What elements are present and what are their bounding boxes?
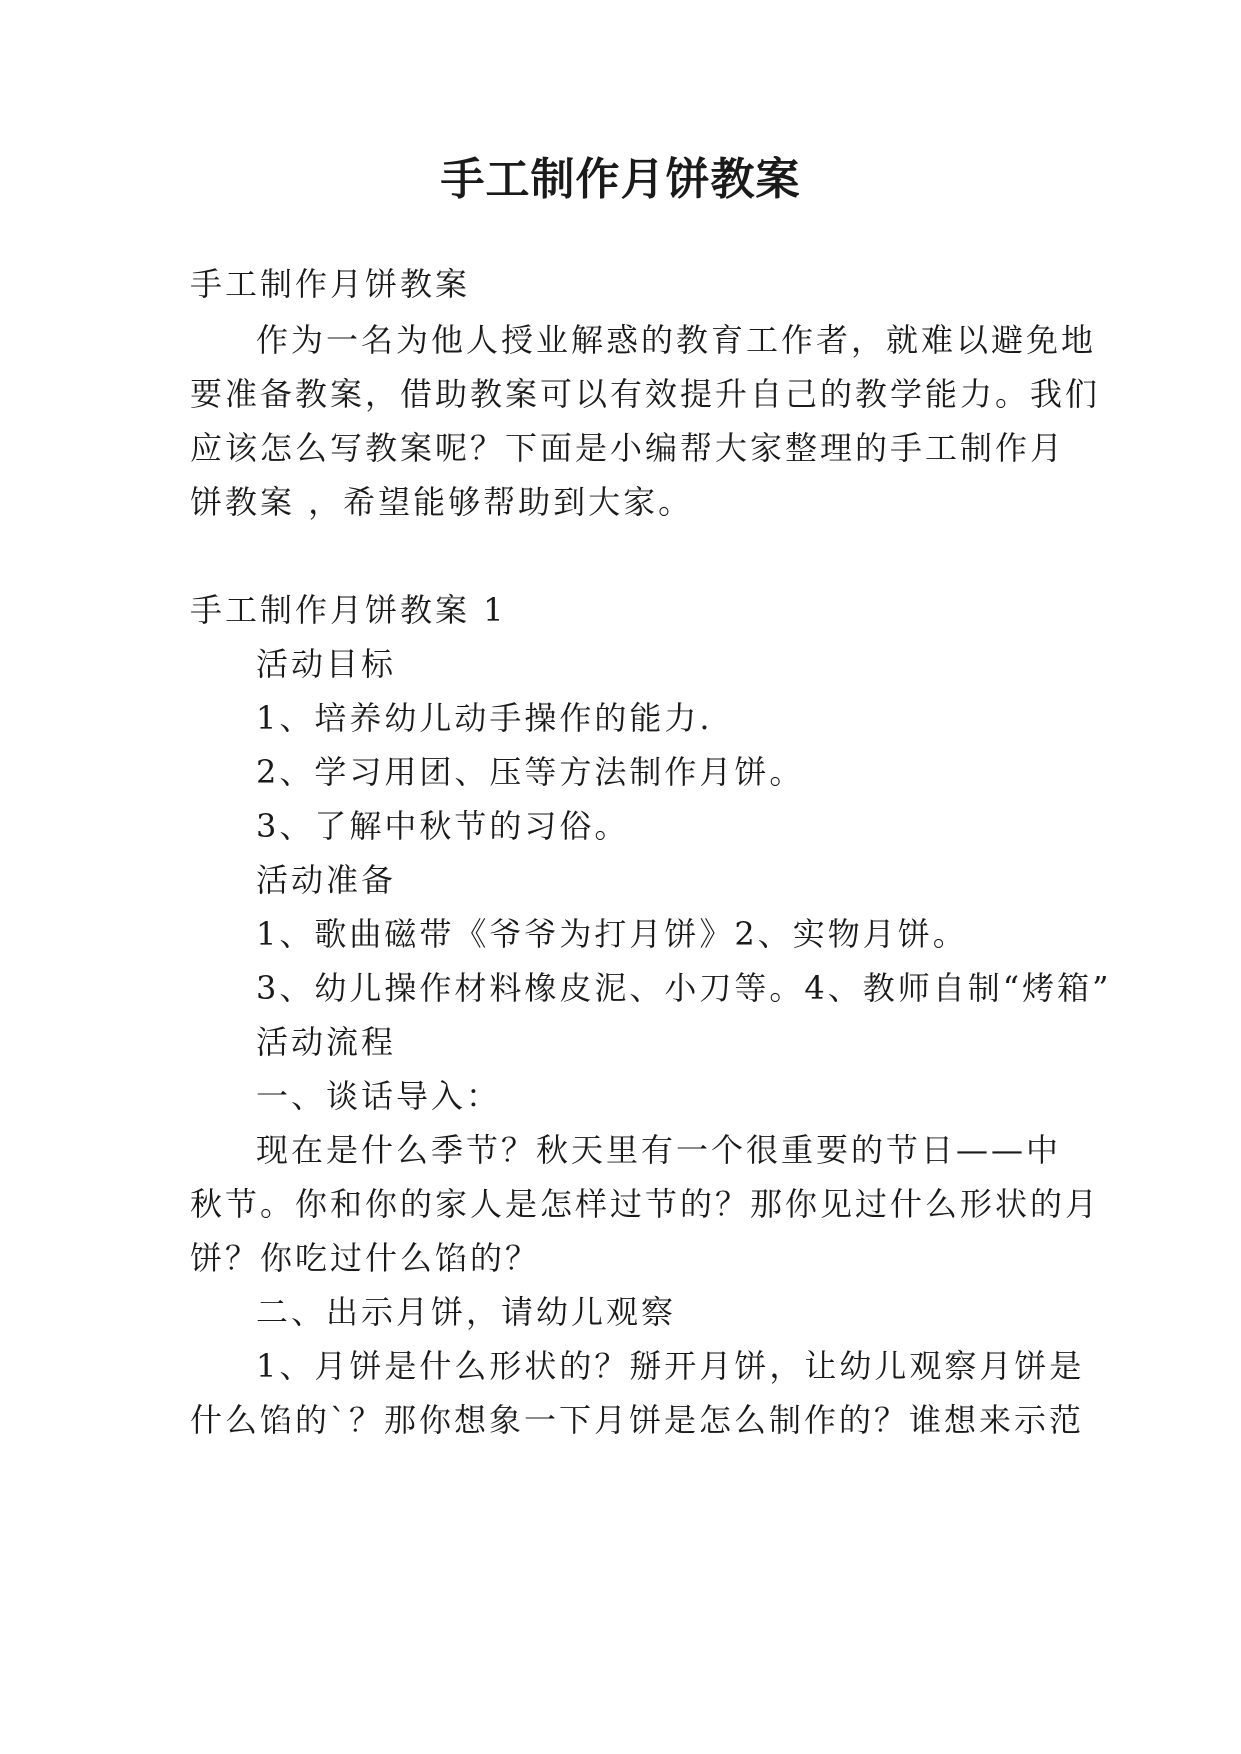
preparation-item-2: 3、幼儿操作材料橡皮泥、小刀等。4、教师自制“烤箱”	[256, 969, 1112, 1007]
section-heading: 手工制作月饼教案 1	[190, 591, 507, 629]
document-title: 手工制作月饼教案	[440, 154, 801, 205]
intro-line-4: 饼教案 ，希望能够帮助到大家。	[190, 483, 694, 521]
objective-item-3: 3、了解中秋节的习俗。	[256, 807, 630, 845]
process-heading: 活动流程	[256, 1023, 397, 1061]
process-step-2-line-2: 什么馅的`？那你想象一下月饼是怎么制作的？谁想来示范	[190, 1401, 1085, 1439]
intro-line-3: 应该怎么写教案呢？下面是小编帮大家整理的手工制作月	[190, 429, 1066, 467]
process-step-2-heading: 二、出示月饼，请幼儿观察	[256, 1293, 677, 1331]
objective-item-2: 2、学习用团、压等方法制作月饼。	[256, 753, 805, 791]
preparation-heading: 活动准备	[256, 861, 397, 899]
subtitle-line: 手工制作月饼教案	[190, 265, 471, 303]
preparation-item-1: 1、歌曲磁带《爷爷为打月饼》2、实物月饼。	[256, 915, 968, 953]
process-step-2-line-1: 1、月饼是什么形状的？掰开月饼，让幼儿观察月饼是	[256, 1347, 1085, 1385]
intro-line-2: 要准备教案，借助教案可以有效提升自己的教学能力。我们	[190, 375, 1101, 413]
objective-item-1: 1、培养幼儿动手操作的能力.	[256, 699, 713, 737]
process-step-1-line-2: 秋节。你和你的家人是怎样过节的？那你见过什么形状的月	[190, 1185, 1101, 1223]
intro-line-1: 作为一名为他人授业解惑的教育工作者，就难以避免地	[256, 321, 1097, 359]
objective-heading: 活动目标	[256, 645, 397, 683]
process-step-1-line-1: 现在是什么季节？秋天里有一个很重要的节日——中	[256, 1131, 1062, 1169]
process-step-1-line-3: 饼？你吃过什么馅的？	[190, 1239, 541, 1277]
process-step-1-heading: 一、谈话导入：	[256, 1077, 502, 1115]
